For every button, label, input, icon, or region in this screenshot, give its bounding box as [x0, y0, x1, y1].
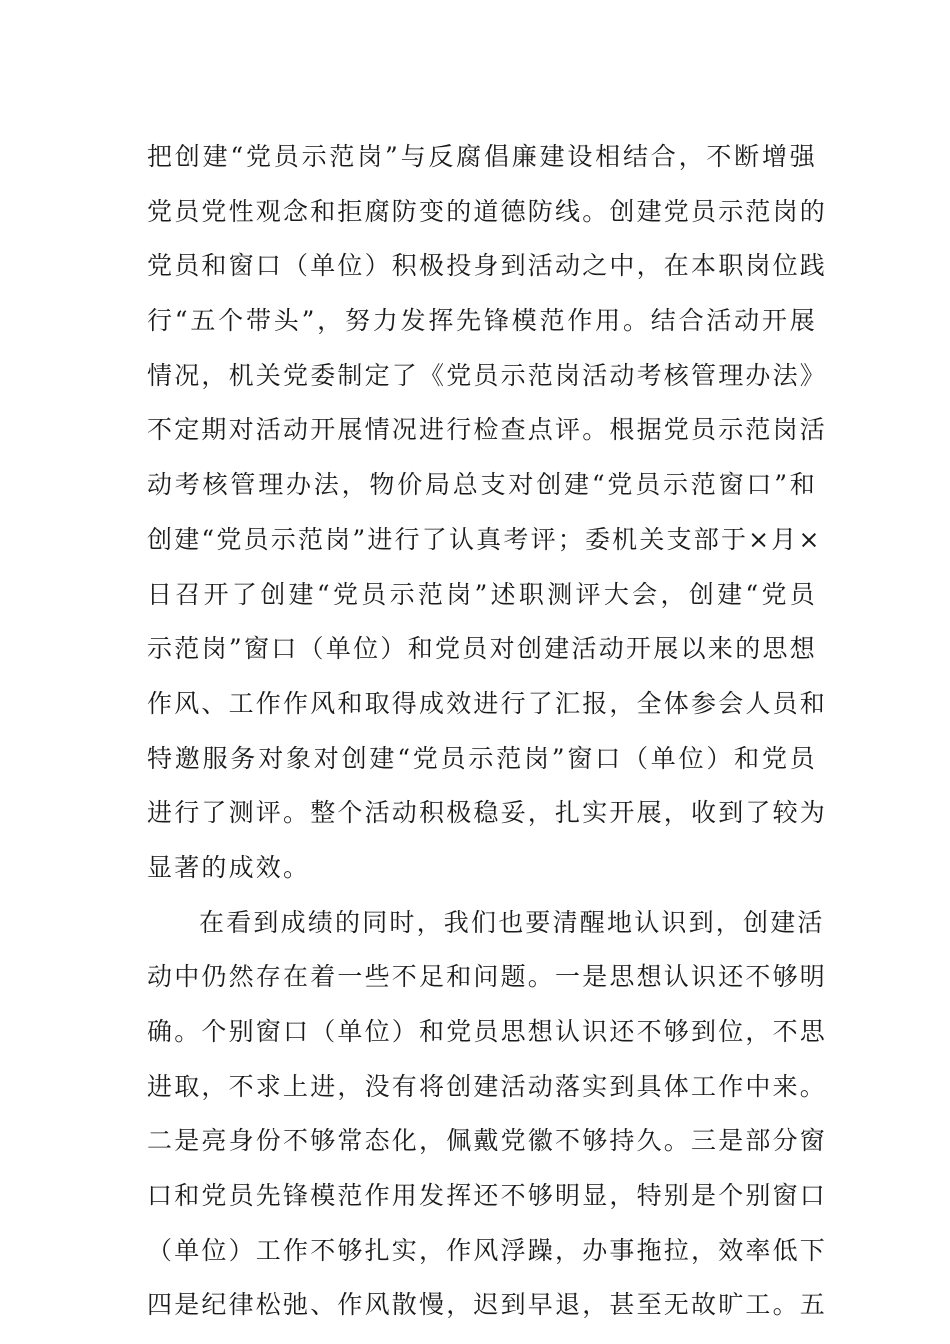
text-line: 示范岗”窗口（单位）和党员对创建活动开展以来的思想 — [147, 634, 817, 664]
text-line: 作风、工作作风和取得成效进行了汇报，全体参会人员和 — [147, 688, 828, 718]
text-line: 行“五个带头”，努力发挥先锋模范作用。结合活动开展 — [147, 306, 817, 336]
text-line: 动中仍然存在着一些不足和问题。一是思想认识还不够明 — [147, 962, 828, 992]
text-line: 二是亮身份不够常态化，佩戴党徽不够持久。三是部分窗 — [147, 1126, 828, 1156]
text-line: 进取，不求上进，没有将创建活动落实到具体工作中来。 — [147, 1071, 828, 1101]
text-line: 不定期对活动开展情况进行检查点评。根据党员示范岗活 — [147, 415, 828, 445]
text-line: （单位）工作不够扎实，作风浮躁，办事拖拉，效率低下 — [147, 1235, 828, 1265]
paragraph-2 — [147, 896, 828, 1334]
text-line: 特邀服务对象对创建“党员示范岗”窗口（单位）和党员 — [147, 743, 817, 773]
text-line: 情况，机关党委制定了《党员示范岗活动考核管理办法》 — [147, 360, 828, 390]
text-line: 在看到成绩的同时，我们也要清醒地认识到，创建活 — [199, 907, 825, 937]
text-line: 四是纪律松弛、作风散慢，迟到早退，甚至无故旷工。五 — [147, 1290, 828, 1320]
text-line: 日召开了创建“党员示范岗”述职测评大会，创建“党员 — [147, 579, 817, 609]
text-line: 把创建“党员示范岗”与反腐倡廉建设相结合，不断增强 — [147, 142, 817, 171]
text-line: 党员党性观念和拒腐防变的道德防线。创建党员示范岗的 — [147, 196, 828, 226]
text-line: 确。个别窗口（单位）和党员思想认识还不够到位，不思 — [147, 1017, 828, 1046]
text-line: 口和党员先锋模范作用发挥还不够明显，特别是个别窗口 — [147, 1181, 828, 1211]
text-line: 动考核管理办法，物价局总支对创建“党员示范窗口”和 — [147, 470, 817, 500]
text-line: 进行了测评。整个活动积极稳妥，扎实开展，收到了较为 — [147, 798, 828, 828]
text-line: 党员和窗口（单位）积极投身到活动之中，在本职岗位践 — [147, 251, 828, 281]
text-line: 创建“党员示范岗”进行了认真考评；委机关支部于×月× — [147, 524, 822, 554]
text-line: 显著的成效。 — [147, 852, 311, 882]
paragraph-1 — [147, 130, 828, 896]
document-body — [147, 130, 828, 1333]
